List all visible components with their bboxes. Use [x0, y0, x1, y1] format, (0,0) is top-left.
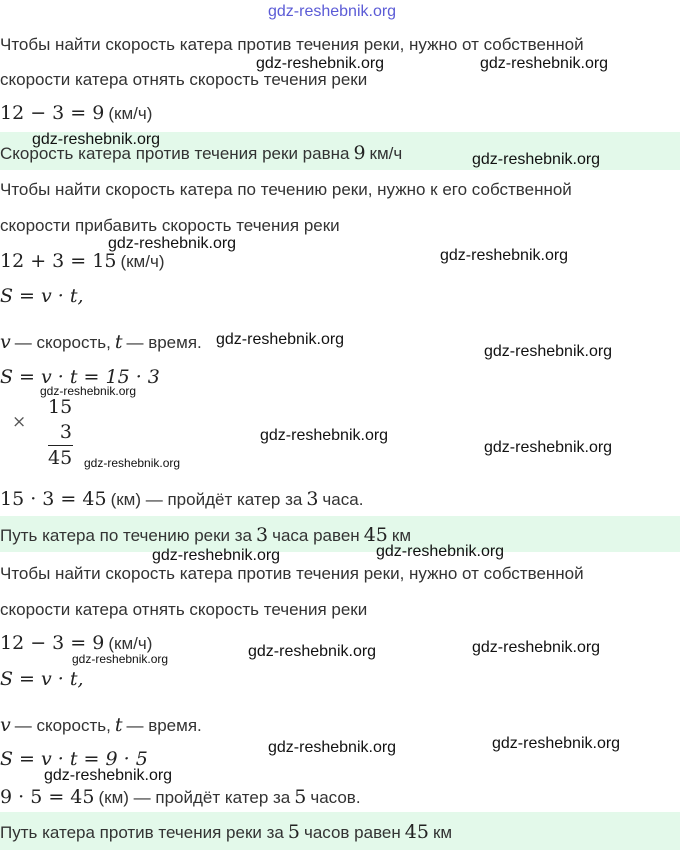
part1-calc-row [0, 102, 152, 124]
part2-unit: (км/ч) [120, 252, 165, 271]
watermark: gdz-reshebnik.org [260, 427, 389, 444]
part3-legend-v: v [0, 714, 11, 736]
part3-legend [0, 714, 202, 736]
part2-answer-hours: 3 [256, 524, 269, 546]
watermark: gdz-reshebnik.org [32, 131, 161, 148]
watermark: gdz-reshebnik.org [484, 439, 613, 456]
part3-answer-mid: часов равен [303, 823, 401, 842]
part3-unit: (км/ч) [108, 634, 153, 653]
part2-legend-t: t [114, 331, 123, 353]
part2-result-text-b: часа. [322, 490, 364, 509]
watermark: gdz-reshebnik.org [216, 331, 345, 348]
part2-answer-unit: км [391, 526, 412, 545]
part1-calc: 12 − 3 = 9 [0, 102, 105, 124]
part2-legend [0, 331, 202, 353]
part2-intro-line2: скорости прибавить скорость течения реки [0, 216, 340, 235]
part2-result [0, 488, 363, 510]
part2-legend-v-text: — скорость, [14, 333, 111, 352]
part3-intro-line1: Чтобы найти скорость катера против течения реки, нужно от собственной [0, 564, 584, 583]
part3-result-text-a: (км) — пройдёт катер за [98, 788, 291, 807]
watermark: gdz-reshebnik.org [84, 456, 181, 470]
part3-calc-row [0, 632, 152, 654]
part2-result-calc: 15 · 3 = 45 [0, 488, 107, 510]
watermark: gdz-reshebnik.org [440, 247, 569, 264]
watermark: gdz-reshebnik.org [268, 739, 397, 756]
part1-answer-unit: км/ч [369, 144, 403, 163]
part2-calc-row [0, 250, 164, 272]
part2-substitution: S = v · t = 15 · 3 [0, 366, 160, 388]
watermark: gdz-reshebnik.org [248, 643, 377, 660]
watermark: gdz-reshebnik.org [484, 343, 613, 360]
part3-calc: 12 − 3 = 9 [0, 632, 105, 654]
part3-legend-v-text: — скорость, [14, 716, 111, 735]
part3-answer-prefix: Путь катера против течения реки за [0, 823, 284, 842]
watermark: gdz-reshebnik.org [152, 547, 281, 564]
part2-formula: S = v · t, [0, 285, 84, 307]
mult-bottom: 3 [59, 421, 72, 443]
part3-legend-t: t [114, 714, 123, 736]
part3-answer-hours: 5 [287, 821, 300, 843]
part3-substitution: S = v · t = 9 · 5 [0, 748, 148, 770]
watermark: gdz-reshebnik.org [256, 55, 385, 72]
mult-result: 45 [48, 447, 73, 469]
watermark: gdz-reshebnik.org [472, 639, 601, 656]
part2-result-text-a: (км) — пройдёт катер за [110, 490, 303, 509]
mult-sign: × [12, 412, 27, 432]
watermark: gdz-reshebnik.org [44, 767, 173, 784]
part3-result [0, 786, 361, 808]
part3-result-calc: 9 · 5 = 45 [0, 786, 95, 808]
part3-answer [0, 821, 452, 843]
part2-legend-v: v [0, 331, 11, 353]
mult-top: 15 [48, 396, 73, 418]
part2-intro-line1: Чтобы найти скорость катера по течению реки, нужно к его собственной [0, 180, 572, 199]
part3-answer-unit: км [432, 823, 453, 842]
part3-answer-value: 45 [404, 821, 429, 843]
part1-unit: (км/ч) [108, 104, 153, 123]
part1-answer-prefix: Скорость катера против течения реки равна [0, 144, 350, 163]
mult-line [48, 445, 73, 446]
part2-answer-prefix: Путь катера по течению реки за [0, 526, 253, 545]
part3-legend-t-text: — время. [126, 716, 202, 735]
part2-answer-value: 45 [363, 524, 388, 546]
watermark: gdz-reshebnik.org [472, 151, 601, 168]
part3-intro-line2: скорости катера отнять скорость течения реки [0, 600, 368, 619]
part2-legend-t-text: — время. [126, 333, 202, 352]
part2-result-hours: 3 [306, 488, 319, 510]
part3-result-text-b: часов. [310, 788, 361, 807]
part2-answer [0, 524, 411, 546]
watermark: gdz-reshebnik.org [72, 652, 169, 666]
watermark: gdz-reshebnik.org [108, 235, 237, 252]
part1-intro-line2: скорости катера отнять скорость течения реки [0, 70, 368, 89]
part1-intro-line1: Чтобы найти скорость катера против течения реки, нужно от собственной [0, 35, 584, 54]
part3-result-hours: 5 [294, 786, 307, 808]
part2-answer-mid: часа равен [272, 526, 360, 545]
header-watermark: gdz-reshebnik.org [268, 3, 397, 20]
part3-formula: S = v · t, [0, 668, 84, 690]
watermark: gdz-reshebnik.org [40, 384, 137, 398]
watermark: gdz-reshebnik.org [480, 55, 609, 72]
watermark: gdz-reshebnik.org [376, 543, 505, 560]
watermark: gdz-reshebnik.org [492, 735, 621, 752]
part1-answer-value: 9 [353, 142, 366, 164]
part2-calc: 12 + 3 = 15 [0, 250, 117, 272]
